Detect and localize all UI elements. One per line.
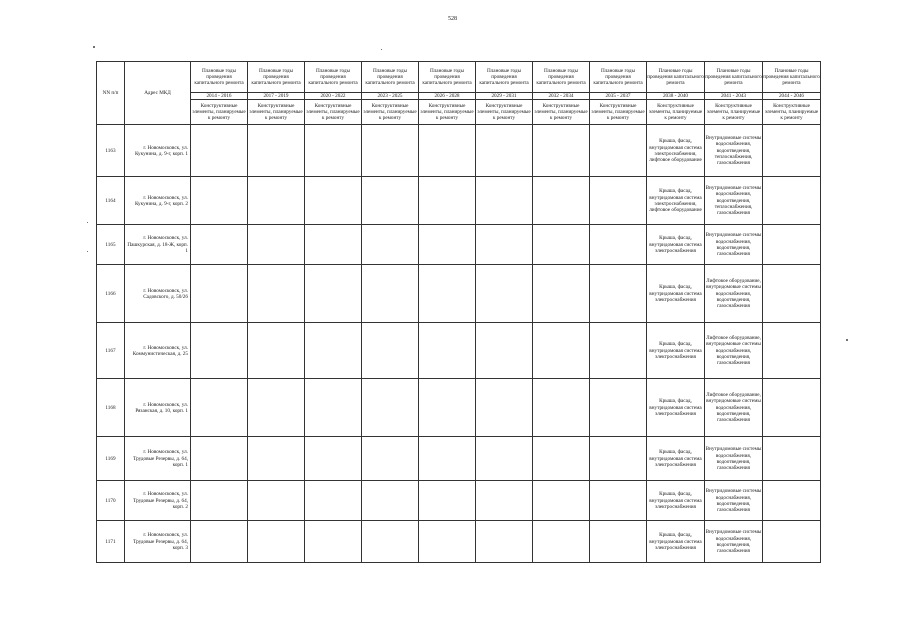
row-elements-2041: Лифтовое оборудование, внутридомовые системы водоснабжения, водоотведения, газоснабжения: [705, 379, 763, 437]
header-period-years: 2041 - 2043: [705, 93, 763, 100]
row-elements-2038: Крыша, фасад, внутридомовая система электроснабжения: [647, 225, 705, 265]
header-row-years: [97, 93, 821, 100]
table-row: [97, 521, 821, 563]
header-period-elements: Конструктивные элементы, планируемые к ремонту: [705, 100, 763, 125]
header-period-years: 2020 - 2022: [305, 93, 362, 100]
scan-speck: [87, 251, 88, 252]
row-address: г. Новомосковск, ул. Трудовые Резервы, д. 64, корп. 1: [125, 437, 191, 481]
capital-repair-table: [96, 61, 821, 563]
header-period-elements: Конструктивные элементы, планируемые к ремонту: [476, 100, 533, 125]
row-elements-2041: Внутридомовые системы водоснабжения, водоотведения, газоснабжения: [705, 481, 763, 521]
header-num: NN п/п: [97, 62, 125, 125]
header-address: Адрес МКД: [125, 62, 191, 125]
row-elements-2038: Крыша, фасад, внутридомовая система электроснабжения: [647, 265, 705, 323]
row-elements-2038: Крыша, фасад, внутридомовая система электроснабжения: [647, 437, 705, 481]
row-number: 1169: [97, 437, 125, 481]
header-period-title: Плановые годы проведения капитального ремонта: [763, 62, 821, 93]
row-address: г. Новомосковск, ул. Кукунина, д. 9-г, корп. 1: [125, 125, 191, 177]
page-number: 528: [448, 16, 457, 22]
header-period-title: Плановые годы проведения капитального ремонта: [248, 62, 305, 93]
header-period-elements: Конструктивные элементы, планируемые к ремонту: [590, 100, 647, 125]
table-row: [97, 379, 821, 437]
row-elements-2038: Крыша, фасад, внутридомовая система электроснабжения: [647, 379, 705, 437]
header-period-elements: Конструктивные элементы, планируемые к ремонту: [763, 100, 821, 125]
header-period-title: Плановые годы проведения капитального ремонта: [362, 62, 419, 93]
scan-speck: [93, 46, 95, 48]
header-period-title: Плановые годы проведения капитального ремонта: [419, 62, 476, 93]
row-elements-2038: Крыша, фасад, внутридомовая система электроснабжения, лифтовое оборудование: [647, 125, 705, 177]
row-elements-2038: Крыша, фасад, внутридомовая система электроснабжения: [647, 323, 705, 379]
header-period-years: 2044 - 2046: [763, 93, 821, 100]
table-row: [97, 125, 821, 177]
row-number: 1170: [97, 481, 125, 521]
header-period-years: 2014 - 2016: [191, 93, 248, 100]
header-period-title: Плановые годы проведения капитального ремонта: [305, 62, 362, 93]
table-row: [97, 177, 821, 225]
header-period-years: 2026 - 2028: [419, 93, 476, 100]
table-row: [97, 323, 821, 379]
row-address: г. Новомосковск, ул. Кукунина, д. 9-г, корп. 2: [125, 177, 191, 225]
header-period-years: 2035 - 2037: [590, 93, 647, 100]
row-number: 1166: [97, 265, 125, 323]
row-number: 1163: [97, 125, 125, 177]
row-address: г. Новомосковск, ул. Рязанская, д. 10, корп. 1: [125, 379, 191, 437]
row-number: 1167: [97, 323, 125, 379]
row-elements-2041: Внутридомовые системы водоснабжения, водоотведения, теплоснабжения, газоснабжения: [705, 125, 763, 177]
header-row-elements: [97, 100, 821, 125]
table-row: [97, 265, 821, 323]
table-row: [97, 437, 821, 481]
scan-speck: [87, 222, 88, 223]
header-period-elements: Конструктивные элементы, планируемые к ремонту: [647, 100, 705, 125]
row-elements-2041: Лифтовое оборудование, внутридомовые системы водоснабжения, водоотведения, газоснабжения: [705, 323, 763, 379]
table-row: [97, 481, 821, 521]
scan-speck: [846, 339, 848, 341]
header-period-years: 2032 - 2034: [533, 93, 590, 100]
header-period-years: 2023 - 2025: [362, 93, 419, 100]
scan-speck: [381, 49, 382, 50]
row-address: г. Новомосковск, ул. Трудовые Резервы, д. 64, корп. 2: [125, 481, 191, 521]
row-elements-2038: Крыша, фасад, внутридомовая система электроснабжения: [647, 481, 705, 521]
row-elements-2041: Лифтовое оборудование, внутридомовые системы водоснабжения, водоотведения, газоснабжения: [705, 265, 763, 323]
header-period-years: 2038 - 2040: [647, 93, 705, 100]
header-period-elements: Конструктивные элементы, планируемые к ремонту: [191, 100, 248, 125]
row-number: 1168: [97, 379, 125, 437]
header-period-title: Плановые годы проведения капитального ремонта: [705, 62, 763, 93]
header-period-elements: Конструктивные элементы, планируемые к ремонту: [362, 100, 419, 125]
row-number: 1171: [97, 521, 125, 563]
row-number: 1165: [97, 225, 125, 265]
row-elements-2041: Внутридомовые системы водоснабжения, водоотведения, теплоснабжения, газоснабжения: [705, 177, 763, 225]
header-period-title: Плановые годы проведения капитального ремонта: [533, 62, 590, 93]
header-period-title: Плановые годы проведения капитального ремонта: [191, 62, 248, 93]
row-elements-2041: Внутридомовые системы водоснабжения, водоотведения, газоснабжения: [705, 225, 763, 265]
row-elements-2038: Крыша, фасад, внутридомовая система электроснабжения: [647, 521, 705, 563]
row-address: г. Новомосковск, ул. Садовского, д. 50/26: [125, 265, 191, 323]
row-elements-2041: Внутридомовые системы водоснабжения, водоотведения, газоснабжения: [705, 521, 763, 563]
header-period-elements: Конструктивные элементы, планируемые к ремонту: [419, 100, 476, 125]
table-row: [97, 225, 821, 265]
header-period-title: Плановые годы проведения капитального ремонта: [647, 62, 705, 93]
header-row-title: [97, 62, 821, 93]
header-period-years: 2017 - 2019: [248, 93, 305, 100]
header-period-years: 2029 - 2031: [476, 93, 533, 100]
row-address: г. Новомосковск, ул. Трудовые Резервы, д. 64, корп. 3: [125, 521, 191, 563]
row-number: 1164: [97, 177, 125, 225]
header-period-elements: Конструктивные элементы, планируемые к ремонту: [305, 100, 362, 125]
header-period-title: Плановые годы проведения капитального ремонта: [590, 62, 647, 93]
row-address: г. Новомосковск, ул. Пашкурская, д. 18-Ж, корп. 1: [125, 225, 191, 265]
header-period-elements: Конструктивные элементы, планируемые к ремонту: [248, 100, 305, 125]
header-period-title: Плановые годы проведения капитального ремонта: [476, 62, 533, 93]
header-period-elements: Конструктивные элементы, планируемые к ремонту: [533, 100, 590, 125]
row-elements-2038: Крыша, фасад, внутридомовая система электроснабжения, лифтовое оборудование: [647, 177, 705, 225]
row-address: г. Новомосковск, ул. Коммунистическая, д. 25: [125, 323, 191, 379]
row-elements-2041: Внутридомовые системы водоснабжения, водоотведения, газоснабжения: [705, 437, 763, 481]
